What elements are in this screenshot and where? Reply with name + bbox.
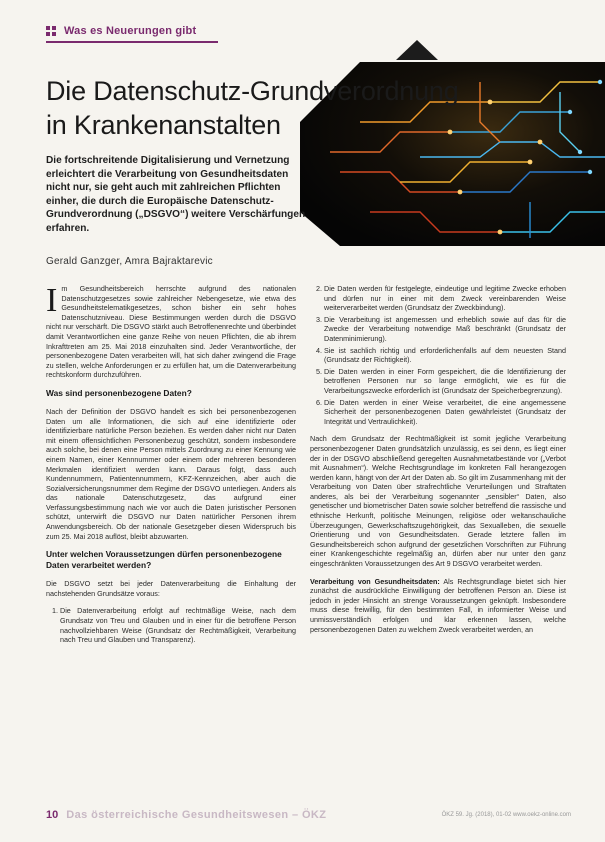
principles-list-right — [310, 284, 566, 426]
journal-name: Das österreichische Gesundheitswesen – ÖKZ — [66, 809, 327, 821]
list-item: 5. Die Daten werden in einer Form gespeichert, die die Identifizierung der betroffenen Personen nur so lange ermöglicht, wie es für die Verarbeitungszwecke erforderlich ist (Grundsatz der Speicherbegrenzung). — [324, 367, 566, 396]
right-column — [310, 284, 566, 642]
issue-info: ÖKZ 59. Jg. (2018), 01-02 www.oekz-online.com — [441, 812, 571, 818]
list-item: 4. Sie ist sachlich richtig und erforderlichenfalls auf dem neuesten Stand (Grundsatz der Richtigkeit). — [324, 346, 566, 365]
page-footer — [46, 808, 571, 822]
intro-paragraph — [46, 284, 296, 380]
author-byline: Gerald Ganzger, Amra Bajraktarevic — [46, 256, 213, 267]
list-item: 3. Die Verarbeitung ist angemessen und erheblich sowie auf das für die Zwecke der Verarbeitung notwendige Maß beschränkt (Grundsatz der Datenminimierung). — [324, 315, 566, 344]
left-column — [46, 284, 296, 653]
title-line-2: in Krankenanstalten — [46, 110, 281, 140]
grid-icon — [46, 26, 56, 36]
health-data-paragraph — [310, 577, 566, 635]
subheading-requirements: Unter welchen Voraussetzungen dürfen personenbezogene Daten verarbeitet werden? — [46, 549, 282, 571]
intro-text: m Gesundheitsbereich herrschte aufgrund des nationalen Datenschutzgesetzes sowie zahlreicher Nebengesetze, wie etwa des Gesundheitstelematikgesetzes, schon bisher ein sehr hohes Datenschutzniveau. Diese Bestimmungen werden durch die DSGVO nicht nur verschärft. Die DSGVO stärkt auch Betroffenenrechte und überbindet damit Verantwortlichen eine ganze Reihe von neuen Pflichten, die ab ihrem Inkrafttreten am 25. Mai 2018 einzuhalten sind. Jeder Verantwortliche, der personenbezogene Daten verarbeiten will, hat sich daher zwingend die Frage zu stellen, welche Anforderungen er zu erfüllen hat, um die Datenverarbeitung rechtskonform durchzuführen. — [46, 284, 296, 380]
health-data-label: Verarbeitung von Gesundheitsdaten: — [310, 576, 440, 586]
triangle-icon — [396, 40, 438, 60]
title-line-1: Die Datenschutz-Grundverordnung — [46, 76, 459, 106]
principles-list-left — [46, 606, 296, 644]
list-item: 6. Die Daten werden in einer Weise verarbeitet, die eine angemessene Sicherheit der personenbezogenen Daten gewährleistet (Grundsatz der Integrität und Vertraulichkeit). — [324, 398, 566, 427]
drop-cap: I — [46, 282, 58, 319]
subheading-personal-data: Was sind personenbezogene Daten? — [46, 387, 192, 398]
article-title — [46, 74, 466, 142]
section-title: Was es Neuerungen gibt — [64, 25, 197, 37]
list-item: 1. Die Datenverarbeitung erfolgt auf rechtmäßige Weise, nach dem Grundsatz von Treu und Glauben und in einer für die betroffene Person nachvollziehbaren Weise (Grundsatz der Rechtmäßigkeit, Verarbeitung nach Treu und Glauben und Transparenz). — [60, 606, 296, 644]
list-item: 2. Die Daten werden für festgelegte, eindeutige und legitime Zwecke erhoben und dürfen nur in einer mit dem Zweck vereinbarenden Weise weiterverarbeitet werden (Grundsatz der Zweckbindung). — [324, 284, 566, 313]
lawfulness-paragraph: Nach dem Grundsatz der Rechtmäßigkeit ist somit jegliche Verarbeitung personenbezogener Daten grundsätzlich unzulässig, es sei denn, es liegt einer der in der DSGVO abschließend geregelten Ausnahmetatbestände vor („Verbot mit Ausnahmen“). Welche Rechtsgrundlage im konkreten Fall herangezogen werden kann, hängt von der Art der Daten ab. So gilt im Zusammenhang mit der Verarbeitung von Daten über strafrechtliche Verurteilungen und Straftaten anderes, als bei der Verarbeitung sogenannter „sensibler“ Daten, also genetischer und biometrischer Daten sowie solcher betreffend die rassische und ethnische Herkunft, politische Meinungen, religiöse oder weltanschauliche Überzeugungen, Gewerkschaftszugehörigkeit, das Sexualleben, die sexuelle Orientierung und von Gesundheitsdaten. Gerade letztere fallen im Gesundheitsbereich schon aufgrund der gesetzlichen Vorschriften zur Führung einer Krankengeschichte regelmäßig an, dürfen aber nur unter den ganz eingeschränkten Voraussetzungen des Art 9 DSGVO verarbeitet werden. — [310, 434, 566, 569]
lead-paragraph: Die fortschreitende Digitalisierung und Vernetzung erleichtert die Verarbeitung von Gesundheitsdaten nicht nur, sie geht auch mit zahlreichen Pflichten einher, die durch die Europäische Datenschutz-Grundverordnung („DSGVO“) weitere Verschärfungen erfahren. — [46, 155, 306, 234]
health-data-text: Als Rechtsgrundlage bietet sich hier zunächst die ausdrückliche Einwilligung der betroffenen Person an. Diese ist jedoch in jeder Hinsicht an strenge Voraussetzungen geknüpft. Insbesondere muss diese freiwillig, für den bestimmten Fall, in informierter Weise und unmissverständlich erfolgen und klar erkennen lassen, welche personenbezogenen Daten zu welchem Zweck verarbeitet werden, an — [310, 576, 566, 634]
principles-intro: Die DSGVO setzt bei jeder Datenverarbeitung die Einhaltung der nachstehenden Grundsätze voraus: — [46, 579, 296, 598]
page-number: 10 — [46, 809, 59, 821]
section-header — [46, 22, 196, 40]
personal-data-paragraph: Nach der Definition der DSGVO handelt es sich bei personenbezogenen Daten um alle Informationen, die sich auf eine identifizierte oder identifizierbare natürliche Person beziehen. Es werden daher nicht nur Daten mit einem offensichtlichen Personenbezug geschützt, sondern insbesondere auch solche, bei denen eine Person mittels Zuordnung zu einer Kennung wie einem Namen, einer Kennnummer oder einem oder mehreren besonderen Merkmalen identifiziert werden kann. Daraus folgt, dass auch Kundennummern, Patientennummern, KFZ-Kennzeichen, aber auch die Sozialversicherungsnummer dem Regime der DSGVO unterliegen. Anders als das nationale Datenschutzgesetz, das aufgrund einer Verfassungsbestimmung nach wie vor auch die Daten juristischer Personen schützt, unterwirft die DSGVO nur Daten natürlicher Personen ihrem Anwendungsbereich. Ob der nationale Gesetzgeber diesen Widerspruch bis zum 25. Mai 2018 auflöst, bleibt abzuwarten. — [46, 406, 296, 541]
header-rule — [46, 41, 218, 43]
